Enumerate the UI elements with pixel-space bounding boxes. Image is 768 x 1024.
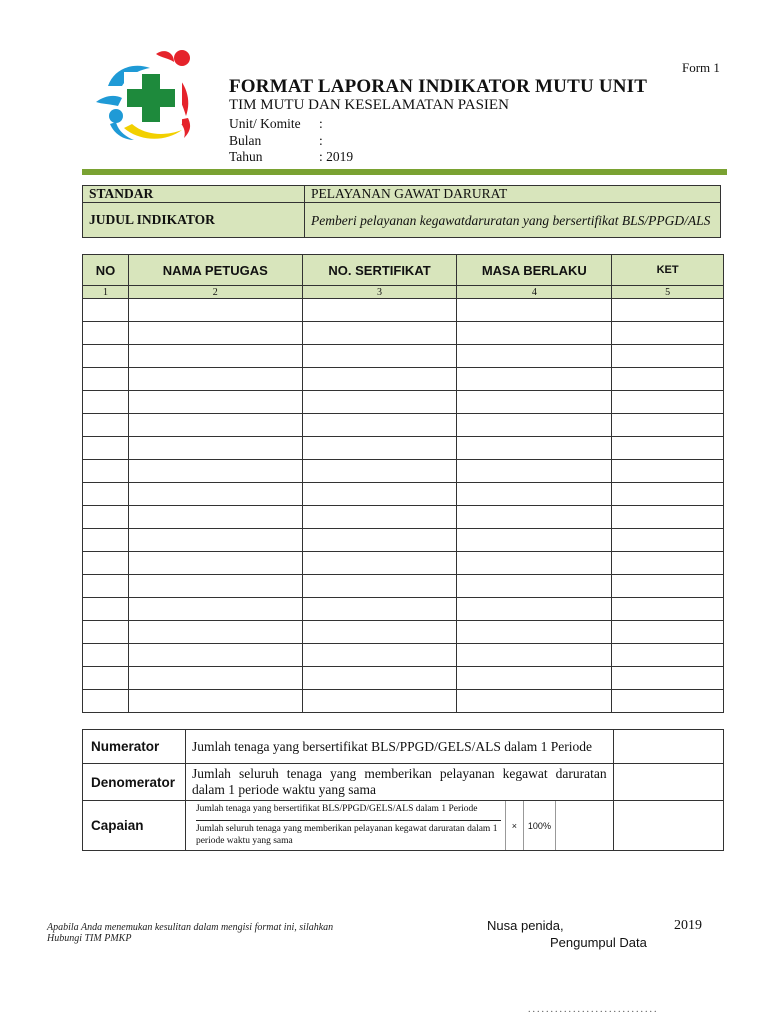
table-cell[interactable] [457,644,612,667]
table-cell[interactable] [83,621,129,644]
table-row [83,506,724,529]
bulan-label: Bulan [229,133,262,148]
bulan-value: : [319,133,323,148]
numerator-row [83,730,724,764]
table-cell[interactable] [302,598,457,621]
table-cell[interactable] [83,552,129,575]
percent-value: 100% [524,801,556,850]
standar-row [83,186,721,203]
table-cell[interactable] [457,391,612,414]
table-cell[interactable] [128,667,302,690]
judul-row [83,203,721,238]
table-cell[interactable] [83,506,129,529]
column-number: 3 [302,286,457,299]
denominator-text: Jumlah seluruh tenaga yang memberikan pelayanan kegawat daruratan dalam 1 periode waktu yang sama [185,764,613,801]
column-number: 2 [128,286,302,299]
standar-value: PELAYANAN GAWAT DARURAT [305,186,721,203]
table-cell[interactable] [83,483,129,506]
denominator-extra-cell[interactable] [613,764,723,801]
table-cell[interactable] [83,667,129,690]
table-cell[interactable] [128,690,302,713]
judul-value: Pemberi pelayanan kegawatdaruratan yang bersertifikat BLS/PPGD/ALS [305,203,721,238]
table-cell[interactable] [302,483,457,506]
form-number: Form 1 [682,60,720,75]
table-cell[interactable] [612,621,724,644]
table-cell[interactable] [302,414,457,437]
table-cell[interactable] [83,368,129,391]
help-note-line: Apabila Anda menemukan kesulitan dalam mengisi format ini, silahkan [47,922,334,933]
table-cell[interactable] [612,483,724,506]
table-cell[interactable] [457,575,612,598]
table-row [83,529,724,552]
table-cell[interactable] [612,299,724,322]
column-number: 4 [457,286,612,299]
numerator-text: Jumlah tenaga yang bersertifikat BLS/PPGD/GELS/ALS dalam 1 Periode [185,730,613,764]
column-header-ket: KET [612,255,724,286]
table-cell[interactable] [302,506,457,529]
column-number: 5 [612,286,724,299]
table-cell[interactable] [302,322,457,345]
capaian-denominator: Jumlah seluruh tenaga yang memberikan pelayanan kegawat daruratan dalam 1 periode waktu yang sama [195,824,498,846]
table-row [83,644,724,667]
table-cell[interactable] [612,506,724,529]
capaian-result-cell[interactable] [613,801,723,851]
column-header-masa-berlaku: MASA BERLAKU [457,255,612,286]
medical-cross-logo [94,46,198,142]
signature-place: Nusa penida, [487,918,564,933]
table-cell[interactable] [83,460,129,483]
numerator-extra-cell[interactable] [613,730,723,764]
table-cell[interactable] [128,506,302,529]
table-cell[interactable] [83,529,129,552]
judul-label: JUDUL INDIKATOR [83,203,305,238]
table-cell[interactable] [612,690,724,713]
table-cell[interactable] [457,299,612,322]
table-cell[interactable] [457,621,612,644]
table-cell[interactable] [612,414,724,437]
capaian-label: Capaian [83,801,186,851]
table-cell[interactable] [612,437,724,460]
bulan-row [229,133,323,149]
signature-role: Pengumpul Data [550,935,647,950]
table-cell[interactable] [457,322,612,345]
denominator-row [83,764,724,801]
table-cell[interactable] [302,552,457,575]
numerator-label: Numerator [83,730,186,764]
signature-year: 2019 [674,918,702,933]
table-cell[interactable] [302,460,457,483]
tahun-row [229,149,353,165]
table-cell[interactable] [302,667,457,690]
table-cell[interactable] [83,690,129,713]
table-cell[interactable] [83,575,129,598]
table-row [83,483,724,506]
table-row [83,437,724,460]
table-cell[interactable] [457,483,612,506]
table-row [83,345,724,368]
table-cell[interactable] [128,345,302,368]
table-cell[interactable] [128,460,302,483]
table-cell[interactable] [128,483,302,506]
staff-table [82,254,724,713]
table-cell[interactable] [302,391,457,414]
table-cell[interactable] [83,437,129,460]
table-cell[interactable] [457,460,612,483]
denominator-label: Denomerator [83,764,186,801]
table-cell[interactable] [457,368,612,391]
page-subtitle: TIM MUTU DAN KESELAMATAN PASIEN [229,97,509,113]
table-cell[interactable] [302,437,457,460]
table-row [83,322,724,345]
formula-table [82,729,724,851]
table-cell[interactable] [128,644,302,667]
table-cell[interactable] [612,552,724,575]
column-number: 1 [83,286,129,299]
table-cell[interactable] [83,391,129,414]
column-header-nama-petugas: NAMA PETUGAS [128,255,302,286]
table-cell[interactable] [128,575,302,598]
unit-row [229,116,323,132]
table-cell[interactable] [457,414,612,437]
indicator-table [82,185,721,238]
table-cell[interactable] [302,690,457,713]
column-number-row [83,286,724,299]
table-cell[interactable] [302,575,457,598]
signature-line: ............................. [528,1004,659,1015]
table-cell[interactable] [128,437,302,460]
table-cell[interactable] [457,506,612,529]
table-cell[interactable] [83,322,129,345]
column-header-no-sertifikat: NO. SERTIFIKAT [302,255,457,286]
table-cell[interactable] [612,644,724,667]
table-row [83,414,724,437]
help-note-line: Hubungi TIM PMKP [47,933,132,944]
staff-table-header [83,255,724,286]
multiply-sign: × [506,801,524,850]
table-cell[interactable] [128,299,302,322]
table-row [83,460,724,483]
table-cell[interactable] [457,667,612,690]
table-row [83,552,724,575]
help-note [47,922,333,944]
table-cell[interactable] [83,644,129,667]
table-cell[interactable] [457,552,612,575]
table-cell[interactable] [302,368,457,391]
table-cell[interactable] [612,368,724,391]
tahun-value: : 2019 [319,149,354,164]
table-cell[interactable] [83,414,129,437]
standar-label: STANDAR [83,186,305,203]
table-row [83,368,724,391]
table-cell[interactable] [83,345,129,368]
tahun-label: Tahun [229,149,263,164]
page-title: FORMAT LAPORAN INDIKATOR MUTU UNIT [229,76,648,97]
table-cell[interactable] [612,667,724,690]
table-cell[interactable] [128,322,302,345]
table-cell[interactable] [612,345,724,368]
table-cell[interactable] [612,460,724,483]
table-cell[interactable] [457,345,612,368]
table-row [83,667,724,690]
capaian-numerator: Jumlah tenaga yang bersertifikat BLS/PPGD/GELS/ALS dalam 1 Periode [196,803,501,821]
table-cell[interactable] [457,690,612,713]
table-cell[interactable] [302,345,457,368]
table-cell[interactable] [128,598,302,621]
table-cell[interactable] [128,621,302,644]
table-cell[interactable] [128,368,302,391]
table-cell[interactable] [612,529,724,552]
table-cell[interactable] [83,598,129,621]
unit-value: : [319,116,323,131]
capaian-formula [185,801,613,851]
table-cell[interactable] [83,299,129,322]
table-cell[interactable] [457,598,612,621]
table-row [83,598,724,621]
table-cell[interactable] [612,575,724,598]
table-cell[interactable] [302,621,457,644]
capaian-row [83,801,724,851]
table-cell[interactable] [457,437,612,460]
table-cell[interactable] [302,644,457,667]
table-cell[interactable] [302,529,457,552]
table-row [83,299,724,322]
table-row [83,690,724,713]
table-cell[interactable] [128,391,302,414]
table-cell[interactable] [128,529,302,552]
table-cell[interactable] [612,598,724,621]
table-row [83,575,724,598]
table-cell[interactable] [612,391,724,414]
table-cell[interactable] [128,552,302,575]
unit-label: Unit/ Komite [229,116,301,131]
table-cell[interactable] [612,322,724,345]
capaian-fraction [192,801,506,850]
header-divider [82,169,727,175]
table-cell[interactable] [457,529,612,552]
table-row [83,391,724,414]
table-cell[interactable] [128,414,302,437]
table-cell[interactable] [302,299,457,322]
column-header-no: NO [83,255,129,286]
table-row [83,621,724,644]
